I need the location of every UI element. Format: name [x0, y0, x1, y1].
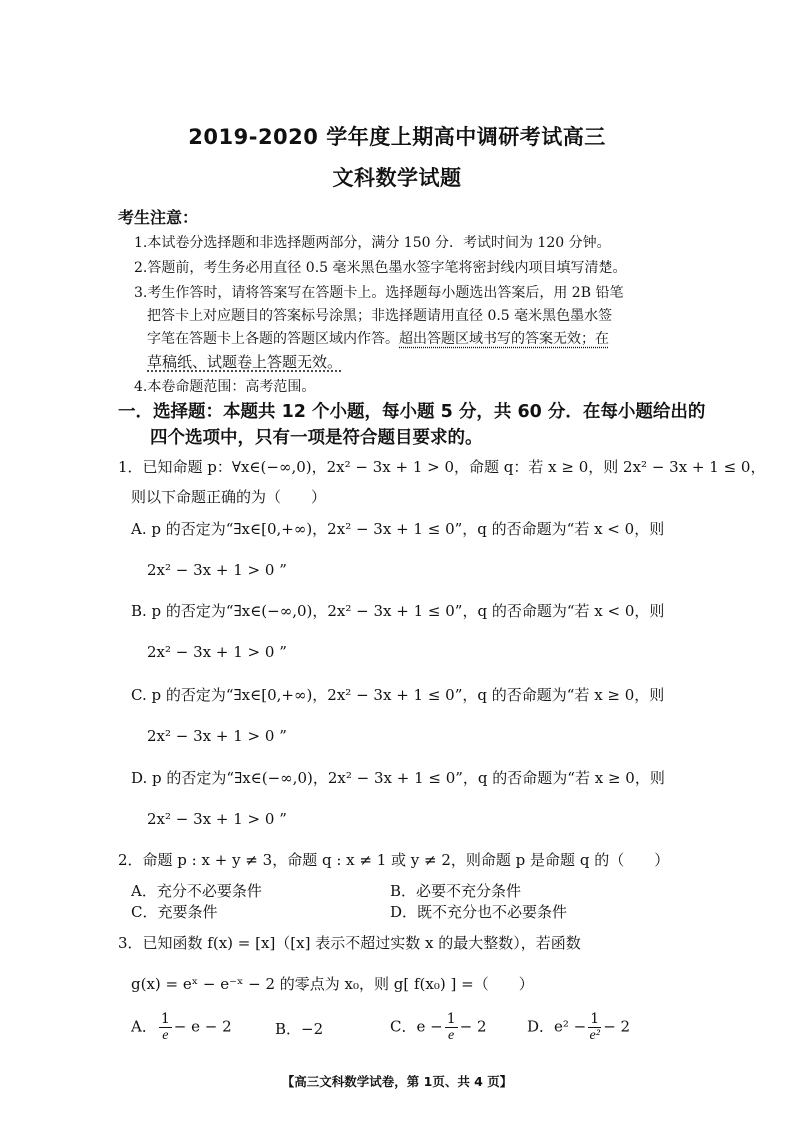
notice-item-1: 1.本试卷分选择题和非选择题两部分，满分 150 分．考试时间为 120 分钟。 [134, 235, 611, 251]
question-1-stem: 1．已知命题 p：∀x∈(−∞,0)，2x² − 3x + 1 > 0，命题 q：若 x ≥ 0，则 2x² − 3x + 1 ≤ 0， [118, 458, 766, 476]
question-1-option-d: D. p 的否定为“∃x∈(−∞,0)，2x² − 3x + 1 ≤ 0”，q 的否命题为“若 x ≥ 0，则 [131, 769, 665, 787]
notice-item-3-cont: 把答卡上对应题目的答案标号涂黑；非选择题请用直径 0.5 毫米黑色墨水签 [147, 308, 613, 324]
question-1-option-a-cont: 2x² − 3x + 1 > 0 ” [147, 561, 287, 579]
option-d-tail: − 2 [603, 1017, 631, 1036]
section-heading-line1: 一．选择题：本题共 12 个小题，每小题 5 分，共 60 分．在每小题给出的 [118, 402, 706, 422]
notice-item-4: 4.本卷命题范围：高考范围。 [134, 379, 316, 395]
notice-item-3-cont2 [147, 328, 609, 350]
exam-title-line2: 文科数学试题 [332, 166, 462, 190]
option-c-label: C．e − [390, 1017, 443, 1036]
fraction-denominator: e [162, 1028, 169, 1043]
fraction-numerator: 1 [160, 1011, 170, 1027]
question-1-option-a: A. p 的否定为“∃x∈[0,+∞)，2x² − 3x + 1 ≤ 0”，q 的否命题为“若 x < 0，则 [131, 520, 665, 538]
question-1-option-d-cont: 2x² − 3x + 1 > 0 ” [147, 810, 287, 828]
question-3-stem: 3．已知函数 f(x) = [x]（[x] 表示不超过实数 x 的最大整数），若函数 [118, 934, 581, 952]
option-a-label: A． [131, 1017, 157, 1036]
notice-item-2: 2.答题前，考生务必用直径 0.5 毫米黑色墨水签字笔将密封线内项目填写清楚。 [134, 260, 627, 276]
fraction-numerator: 1 [446, 1011, 456, 1027]
fraction-one-over-e [445, 1012, 458, 1043]
question-2-option-d: D．既不充分也不必要条件 [390, 903, 568, 921]
notice-invalid-warning: 超出答题区域书写的答案无效；在 [399, 331, 609, 347]
option-a-tail: − e − 2 [173, 1017, 232, 1036]
question-2-stem: 2．命题 p : x + y ≠ 3，命题 q : x ≠ 1 或 y ≠ 2，则命题 p 是命题 q 的（ ） [118, 851, 670, 869]
notice-item-3: 3.考生作答时，请将答案写在答题卡上。选择题每小题选出答案后，用 2B 铅笔 [134, 285, 624, 301]
question-3-option-d [527, 1012, 630, 1043]
question-3-option-c [390, 1012, 487, 1043]
notice-item-3-text: 字笔在答题卡上各题的答题区域内作答。 [147, 331, 399, 347]
question-1-option-b: B. p 的否定为“∃x∈(−∞,0)，2x² − 3x + 1 ≤ 0”，q 的否命题为“若 x < 0，则 [131, 602, 665, 620]
question-1-stem-cont: 则以下命题正确的为（ ） [131, 488, 327, 506]
option-c-tail: − 2 [459, 1017, 487, 1036]
question-2-option-c: C．充要条件 [131, 903, 218, 921]
question-3-option-a [131, 1012, 232, 1043]
page-footer: 【高三文科数学试卷，第 1页、共 4 页】 [281, 1074, 513, 1089]
notice-item-3-end: 草稿纸、试题卷上答题无效。 [147, 353, 343, 371]
fraction-one-over-e [159, 1012, 172, 1043]
notice-heading: 考生注意： [118, 208, 199, 227]
question-2-option-a: A．充分不必要条件 [131, 882, 262, 900]
fraction-one-over-e-squared [588, 1012, 601, 1043]
question-1-option-c: C. p 的否定为“∃x∈[0,+∞)，2x² − 3x + 1 ≤ 0”，q 的否命题为“若 x ≥ 0，则 [131, 686, 665, 704]
exam-title-line1: 2019-2020 学年度上期高中调研考试高三 [188, 125, 606, 149]
question-3-option-b: B．−2 [275, 1020, 324, 1038]
fraction-numerator: 1 [590, 1011, 600, 1027]
question-2-option-b: B．必要不充分条件 [390, 882, 522, 900]
question-3-stem-cont: g(x) = eˣ − e⁻ˣ − 2 的零点为 x₀，则 g[ f(x₀) ] =（ ） [131, 975, 534, 993]
question-1-option-b-cont: 2x² − 3x + 1 > 0 ” [147, 643, 287, 661]
fraction-denominator: e² [589, 1028, 600, 1043]
section-heading-line2: 四个选项中，只有一项是符合题目要求的。 [150, 428, 483, 448]
fraction-denominator: e [448, 1028, 455, 1043]
question-1-option-c-cont: 2x² − 3x + 1 > 0 ” [147, 727, 287, 745]
option-d-label: D．e² − [527, 1017, 587, 1036]
